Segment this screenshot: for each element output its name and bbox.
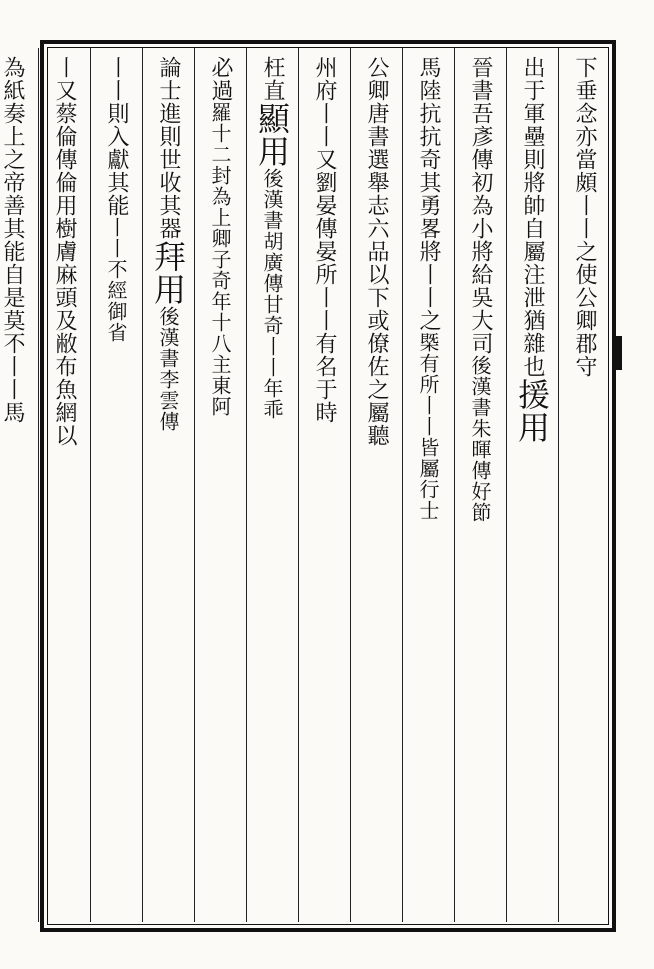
- text-column-12: [0, 48, 38, 922]
- text-column-10: [90, 48, 142, 922]
- entry-heading: 拜用: [149, 240, 187, 306]
- column-text: 出于軍壘則將帥自屬注泄猶雜也: [520, 56, 545, 378]
- page-edge-tab: [613, 336, 622, 370]
- column-text: 後漢書李雲傳: [156, 306, 180, 432]
- column-text: 後漢書朱暉傳好節: [468, 355, 492, 523]
- column-text: 羅十二封為上卿子奇年十八主東阿: [208, 102, 232, 417]
- column-text: 必過: [208, 56, 233, 102]
- text-column-5: [350, 48, 402, 922]
- column-text: 晉書吾彥傳初為小將給吳大司: [468, 56, 493, 355]
- text-column-2: [506, 48, 558, 922]
- text-column-9: [142, 48, 194, 922]
- text-column-11: [38, 48, 90, 922]
- entry-heading: 顯用: [253, 102, 291, 168]
- column-text: 枉直: [260, 56, 285, 102]
- text-column-1: [558, 48, 610, 922]
- column-text: 論士進則世收其器: [156, 56, 181, 240]
- column-text: 公卿唐書選舉志六品以下或僚佐之屬聽: [364, 56, 389, 447]
- text-column-7: [246, 48, 298, 922]
- text-column-3: [454, 48, 506, 922]
- column-text: 丨丨不經御省: [104, 217, 128, 343]
- column-text: 後漢書胡廣傳甘奇丨丨年乖: [260, 168, 284, 420]
- column-text: 馬陸抗抗奇其勇畧將丨丨之: [416, 56, 441, 332]
- column-text: 丨丨則入獻其能: [104, 56, 129, 217]
- text-column-4: [402, 48, 454, 922]
- column-text: 丨又蔡倫傳倫用樹膚麻頭及敝布魚網以: [52, 56, 77, 447]
- text-column-6: [298, 48, 350, 922]
- entry-heading: 援用: [513, 378, 551, 444]
- text-column-8: [194, 48, 246, 922]
- column-text: 州府丨丨又劉晏傳晏所丨丨有名于時: [312, 56, 337, 424]
- column-text: 槩有所丨丨皆屬行士: [416, 332, 440, 521]
- text-columns: [0, 48, 610, 922]
- column-text: 為紙奏上之帝善其能自是莫不丨丨馬: [0, 56, 25, 424]
- column-text: 下垂念亦當頗丨丨之使公卿郡守: [572, 56, 597, 378]
